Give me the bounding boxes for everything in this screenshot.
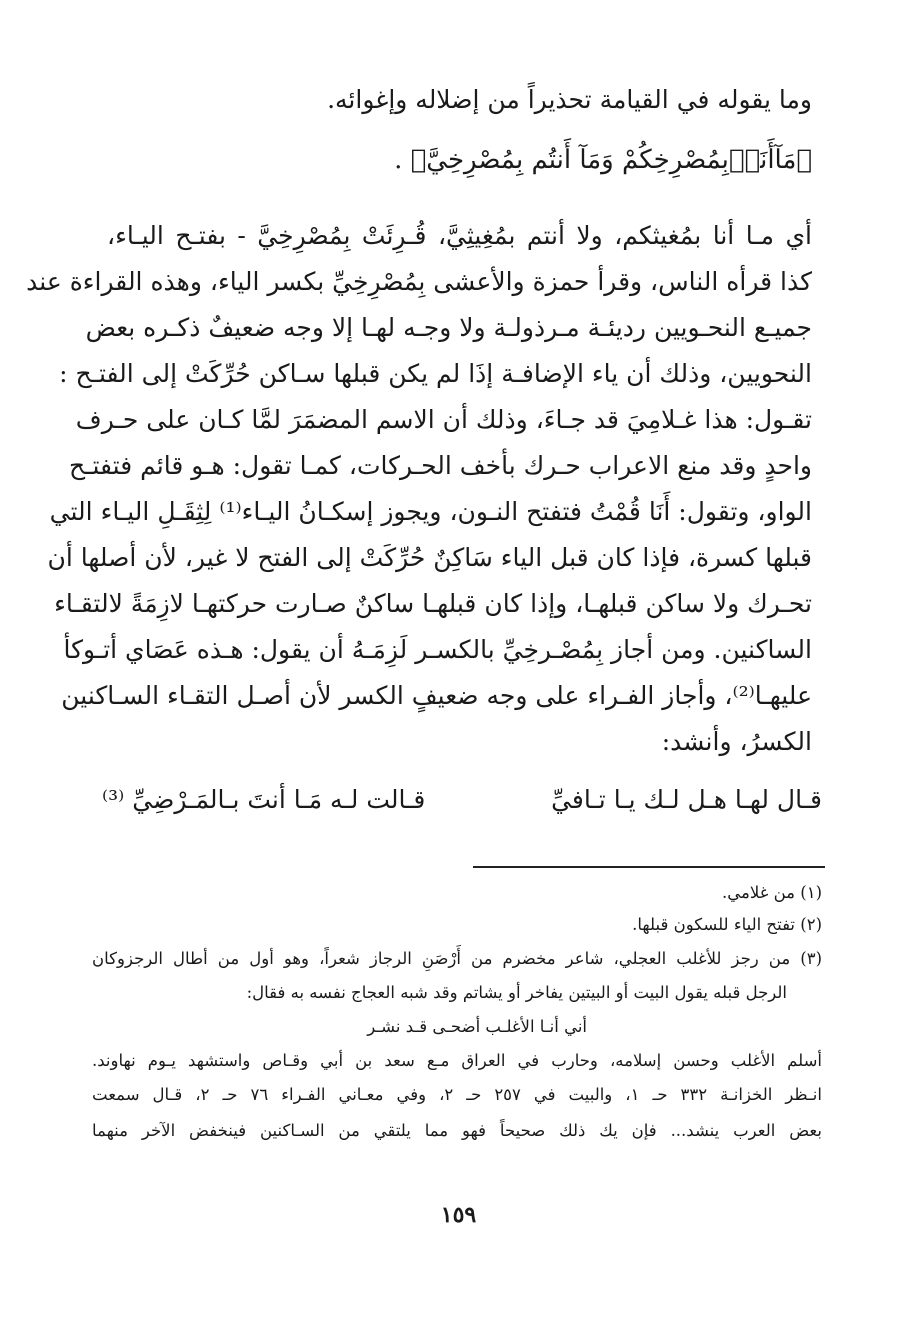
body-line: تحـرك ولا ساكن قبلهـا، وإذا كان قبلهـا ساكنٌ صـارت حركتهـا لازِمَةً لالتقـاء <box>54 589 812 618</box>
footnote-3-cont: الرجل قبله يقول البيت أو البيتين يفاخر أو يشاتم وقد شبه العجاج نفسه به فقال: <box>246 983 787 1002</box>
body-line: تقـول: هذا غـلامِيَ قد جـاءَ، وذلك أن الاسم المضمَرَ لمَّا كـان على حـرف <box>75 405 812 434</box>
body-line: واحدٍ وقد منع الاعراب حـرك بأخف الحـركات، كمـا تقول: هـو قائم فتفتـح <box>69 451 812 480</box>
body-line: الكسرُ، وأنشد: <box>661 727 812 756</box>
footnote-3-bio: أسلم الأغلب وحسن إسلامه، وحارب في العراق مـع سعد بن أبي وقـاص واستشهد يـوم نهاوند. <box>92 1051 822 1070</box>
footnote-3-end: بعض العرب ينشد... فإن يك ذلك صحيحاً فهو مما يلتقي من السـاكنين فينخفض الآخر منهما <box>92 1121 822 1140</box>
body-line: النحويين، وذلك أن ياء الإضافـة إذَا لم يكن قبلها سـاكن حُرِّكَتْ إلى الفتـح : <box>59 359 812 388</box>
quran-quote: ﴿مَآأَنَا۠بِمُصْرِخِكُمْ وَمَآ أَنتُم بِمُصْرِخِيَّ﴾ . <box>394 145 812 175</box>
body-line: كذا قرأه الناس، وقرأ حمزة والأعشى بِمُصْرِخِيِّ بكسر الياء، وهذه القراءة عند <box>26 267 812 296</box>
footnote-1: (١) من غلامي. <box>722 883 822 902</box>
poetry-verse <box>102 780 822 820</box>
footnote-3: (٣) من رجز للأغلب العجلي، شاعر مخضرم من أَرْصَنِ الرجاز شعراً، وهو أول من أطال الرجزوكان <box>92 949 822 968</box>
intro-line: وما يقوله في القيامة تحذيراً من إضلاله وإغوائه. <box>327 85 812 114</box>
body-line: أي مـا أنا بمُغيثكم، ولا أنتم بمُغِيثِيَّ، قُـرِئَتْ بِمُصْرِخِيَّ - بفتـح اليـاء، <box>107 221 812 250</box>
body-line: قبلها كسرة، فإذا كان قبل الياء سَاكِنٌ حُرِّكَتْ إلى الفتح لا غير، لأن أصلها أن <box>47 543 812 572</box>
body-line: الساكنين. ومن أجاز بِمُصْـرخِيِّ بالكسـر لَزِمَـهُ أن يقول: هـذه عَصَاي أتـوكأ <box>63 635 812 664</box>
page-number: ١٥٩ <box>440 1202 477 1228</box>
body-line: عليهـا⁽²⁾، وأجاز الفـراء على وجه ضعيفٍ الكسر لأن أصـل التقـاء السـاكنين <box>61 681 812 710</box>
body-line: الواو، وتقول: أَنَا قُمْتُ فتفتح النـون، ويجوز إسكـانُ اليـاء⁽¹⁾ لِثِقَـلِ اليـاء التي <box>49 497 812 526</box>
footnote-2: (٢) تفتح الياء للسكون قبلها. <box>632 915 822 934</box>
body-line: جميـع النحـويين رديئـة مـرذولـة ولا وجـه لهـا إلا وجه ضعيفٌ ذكـره بعض <box>85 313 812 342</box>
footnote-3-refs: انـظر الخزانـة ٣٣٢ حـ ١، والبيت في ٢٥٧ حـ ٢، وفي معـاني الفـراء ٧٦ حـ ٢، قـال سمعت <box>92 1085 822 1104</box>
footnote-3-verse: أني أنـا الأغلـب أضحـى قـد نشـر <box>367 1017 587 1036</box>
verse-second-hemistich: قـالت لـه مَـا أنتَ بـالمَـرْضِيِّ ⁽³⁾ <box>102 785 426 814</box>
footnote-separator <box>473 866 825 868</box>
verse-first-hemistich: قـال لهـا هـل لـك يـا تـافيِّ <box>551 785 822 814</box>
